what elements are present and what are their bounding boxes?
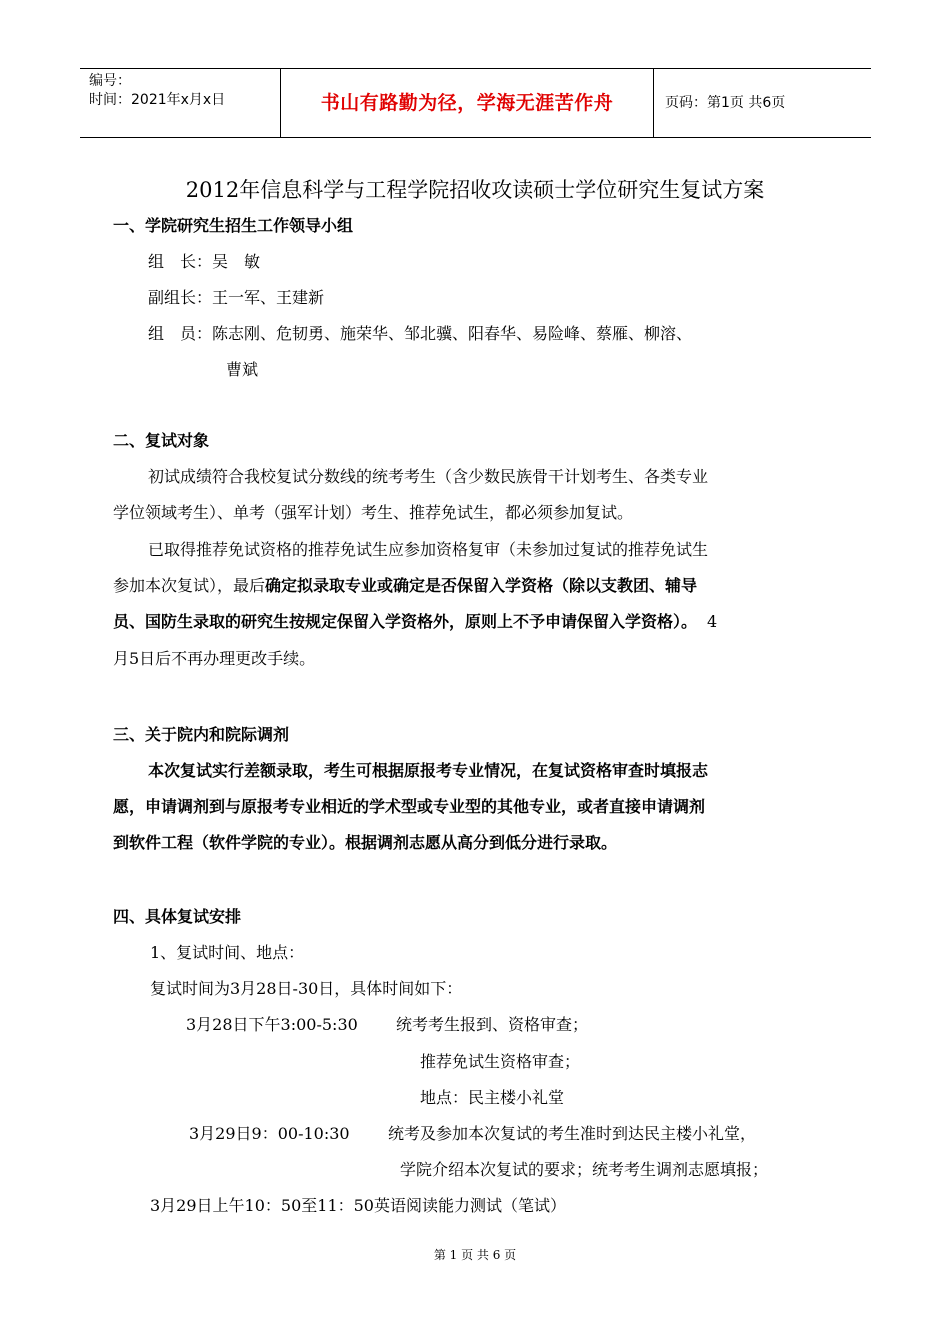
section3-line2: 愿，申请调剂到与原报考专业相近的学术型或专业型的其他专业，或者直接申请调剂 <box>113 797 706 816</box>
motto: 书山有路勤为径，学海无涯苦作舟 <box>320 92 614 114</box>
schedule1-desc: 统考考生报到、资格审查； <box>396 1015 589 1034</box>
section4-heading: 四、具体复试安排 <box>113 907 242 926</box>
section2-p2-line1: 已取得推荐免试资格的推荐免试生应参加资格复审（未参加过复试的推荐免试生 <box>148 540 709 559</box>
section2-p1-line2: 学位领域考生）、单考（强军计划）考生、推荐免试生，都必须参加复试。 <box>113 503 634 522</box>
header-page-cell <box>654 69 871 137</box>
section2-p2-line2 <box>113 573 697 596</box>
header-meta-cell <box>80 69 281 137</box>
section3-heading: 三、关于院内和院际调剂 <box>113 725 290 744</box>
number-label: 编号： <box>89 73 131 89</box>
section2-p1-line1: 初试成绩符合我校复试分数线的统考考生（含少数民族骨干计划考生、各类专业 <box>148 467 709 486</box>
section4-intro: 复试时间为3月28日-30日，具体时间如下： <box>150 979 463 998</box>
schedule2-desc: 统考及参加本次复试的考生准时到达民主楼小礼堂， <box>388 1124 757 1143</box>
schedule1-desc2: 推荐免试生资格审查； <box>420 1052 581 1071</box>
section2-p2-line2-normal: 参加本次复试），最后 <box>113 576 266 595</box>
time-label: 时间：2021年x月x日 <box>89 92 226 108</box>
section1-heading: 一、学院研究生招生工作领导小组 <box>113 216 354 235</box>
section2-heading: 二、复试对象 <box>113 431 210 450</box>
section2-p2-line4: 月5日后不再办理更改手续。 <box>113 649 316 668</box>
section2-p2-line3 <box>113 609 717 632</box>
document-header <box>80 68 871 138</box>
section2-p2-line2-bold: 确定拟录取专业或确定是否保留入学资格（除以支教团、辅导 <box>265 576 698 595</box>
section3-line3: 到软件工程（软件学院的专业）。根据调剂志愿从高分到低分进行录取。 <box>113 833 618 852</box>
schedule3: 3月29日上午10：50至11：50英语阅读能力测试（笔试） <box>150 1196 566 1215</box>
section2-p2-line3-normal: 4 <box>707 612 718 631</box>
leader-line: 组 长：吴 敏 <box>148 252 261 271</box>
document-title: 2012年信息科学与工程学院招收攻读硕士学位研究生复试方案 <box>185 178 765 202</box>
page-label: 页码：第1页 共6页 <box>665 95 786 111</box>
page-footer: 第 1 页 共 6 页 <box>433 1248 517 1262</box>
schedule1-place: 地点：民主楼小礼堂 <box>420 1088 565 1107</box>
section2-p2-line3-bold: 员、国防生录取的研究生按规定保留入学资格外，原则上不予申请保留入学资格）。 <box>113 612 698 631</box>
header-motto-cell <box>281 69 654 137</box>
schedule1-time: 3月28日下午3:00-5:30 <box>186 1015 358 1034</box>
vice-leader-line: 副组长：王一军、王建新 <box>148 288 325 307</box>
section3-line1: 本次复试实行差额录取，考生可根据原报考专业情况，在复试资格审查时填报志 <box>148 761 709 780</box>
members-line-2: 曹斌 <box>226 360 259 379</box>
schedule2-time: 3月29日9：00-10:30 <box>189 1124 350 1143</box>
schedule2-desc2: 学院介绍本次复试的要求；统考考生调剂志愿填报； <box>400 1160 769 1179</box>
members-line-1: 组 员：陈志刚、危韧勇、施荣华、邹北骥、阳春华、易险峰、蔡雁、柳溶、 <box>148 324 693 343</box>
section4-sub1: 1、复试时间、地点： <box>150 943 305 962</box>
